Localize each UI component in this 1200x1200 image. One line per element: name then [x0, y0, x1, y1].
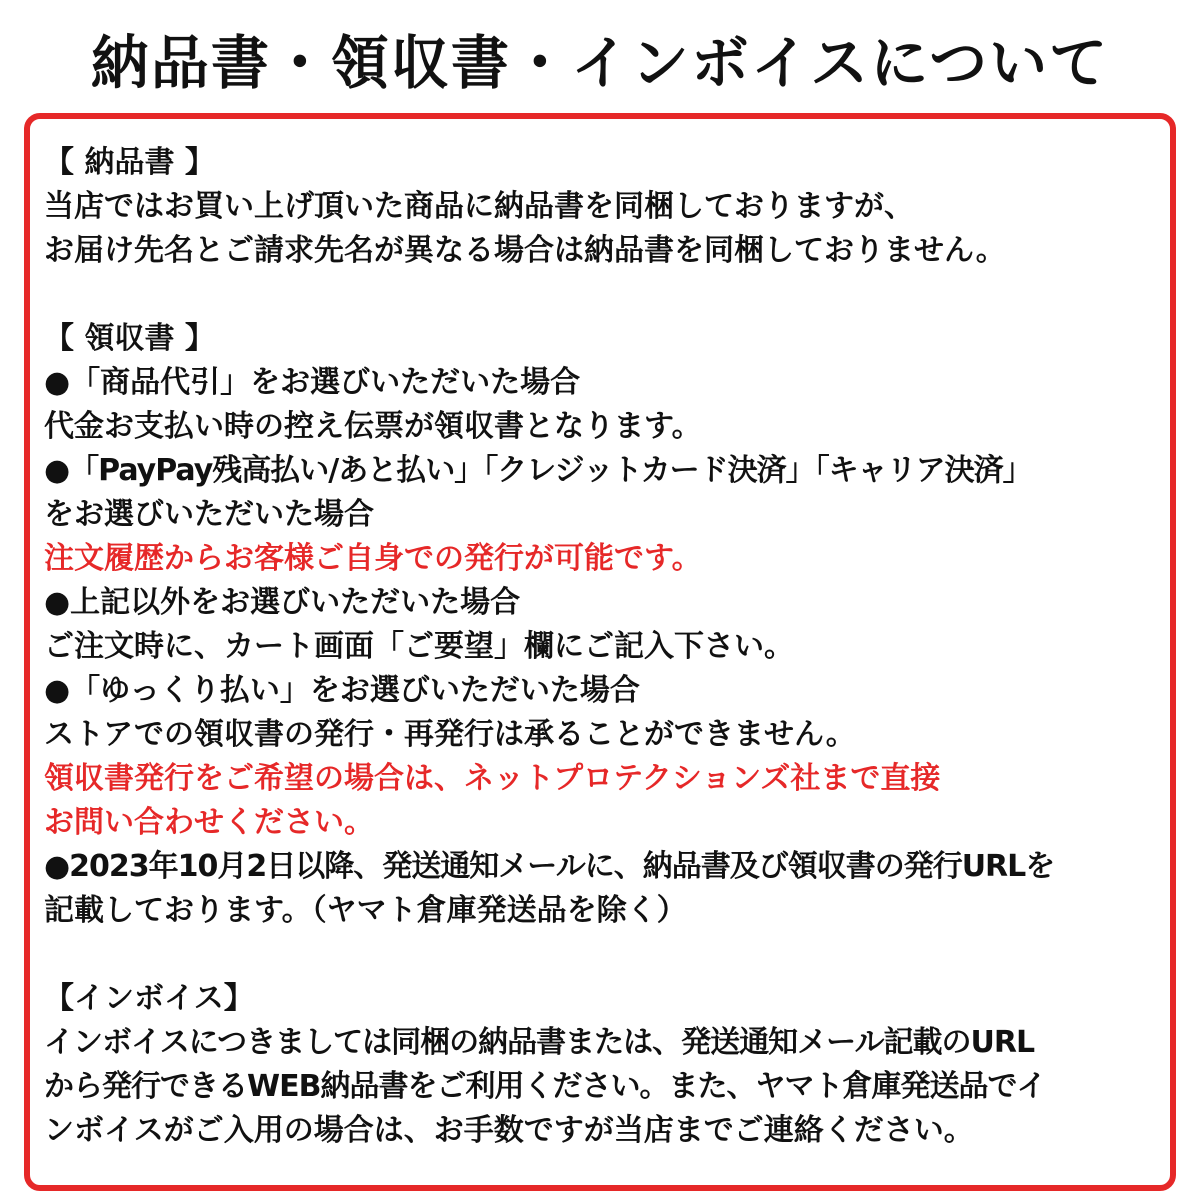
receipt-line: ●上記以外をお選びいただいた場合 [44, 585, 521, 620]
receipt-emphasis-line: 領収書発行をご希望の場合は、ネットプロテクションズ社まで直接 [44, 761, 941, 796]
invoice-heading: 【インボイス】 [44, 981, 254, 1016]
delivery-slip-line: お届け先名とご請求先名が異なる場合は納品書を同梱しておりません。 [44, 233, 1006, 268]
receipt-line: 記載しております。（ヤマト倉庫発送品を除く） [44, 893, 687, 928]
receipt-line: ●「ゆっくり払い」をお選びいただいた場合 [44, 673, 640, 708]
delivery-slip-heading: 【 納品書 】 [44, 145, 215, 180]
delivery-slip-line: 当店ではお買い上げ頂いた商品に納品書を同梱しておりますが、 [44, 189, 914, 224]
invoice-line: から発行できるWEB納品書をご利用ください。また、ヤマト倉庫発送品でイ [44, 1069, 1046, 1104]
receipt-line: ●「商品代引」をお選びいただいた場合 [44, 365, 581, 400]
receipt-line: 代金お支払い時の控え伝票が領収書となります。 [44, 409, 702, 444]
receipt-emphasis-line: 注文履歴からお客様ご自身での発行が可能です。 [44, 541, 702, 576]
receipt-line: ご注文時に、カート画面「ご要望」欄にご記入下さい。 [44, 629, 794, 664]
page-title: 納品書・領収書・インボイスについて [90, 29, 1110, 97]
notice-frame [24, 113, 1176, 1191]
receipt-line: ●「PayPay残高払い/あと払い」「クレジットカード決済」「キャリア決済」 [44, 453, 1032, 488]
invoice-line: ンボイスがご入用の場合は、お手数ですが当店までご連絡ください。 [44, 1113, 974, 1148]
receipt-emphasis-line: お問い合わせください。 [44, 805, 374, 840]
invoice-line: インボイスにつきましては同梱の納品書または、発送通知メール記載のURL [44, 1025, 1035, 1060]
receipt-line: をお選びいただいた場合 [44, 497, 374, 532]
receipt-heading: 【 領収書 】 [44, 321, 215, 356]
receipt-line: ●2023年10月2日以降、発送通知メールに、納品書及び領収書の発行URLを [44, 849, 1055, 884]
receipt-line: ストアでの領収書の発行・再発行は承ることができません。 [44, 717, 856, 752]
